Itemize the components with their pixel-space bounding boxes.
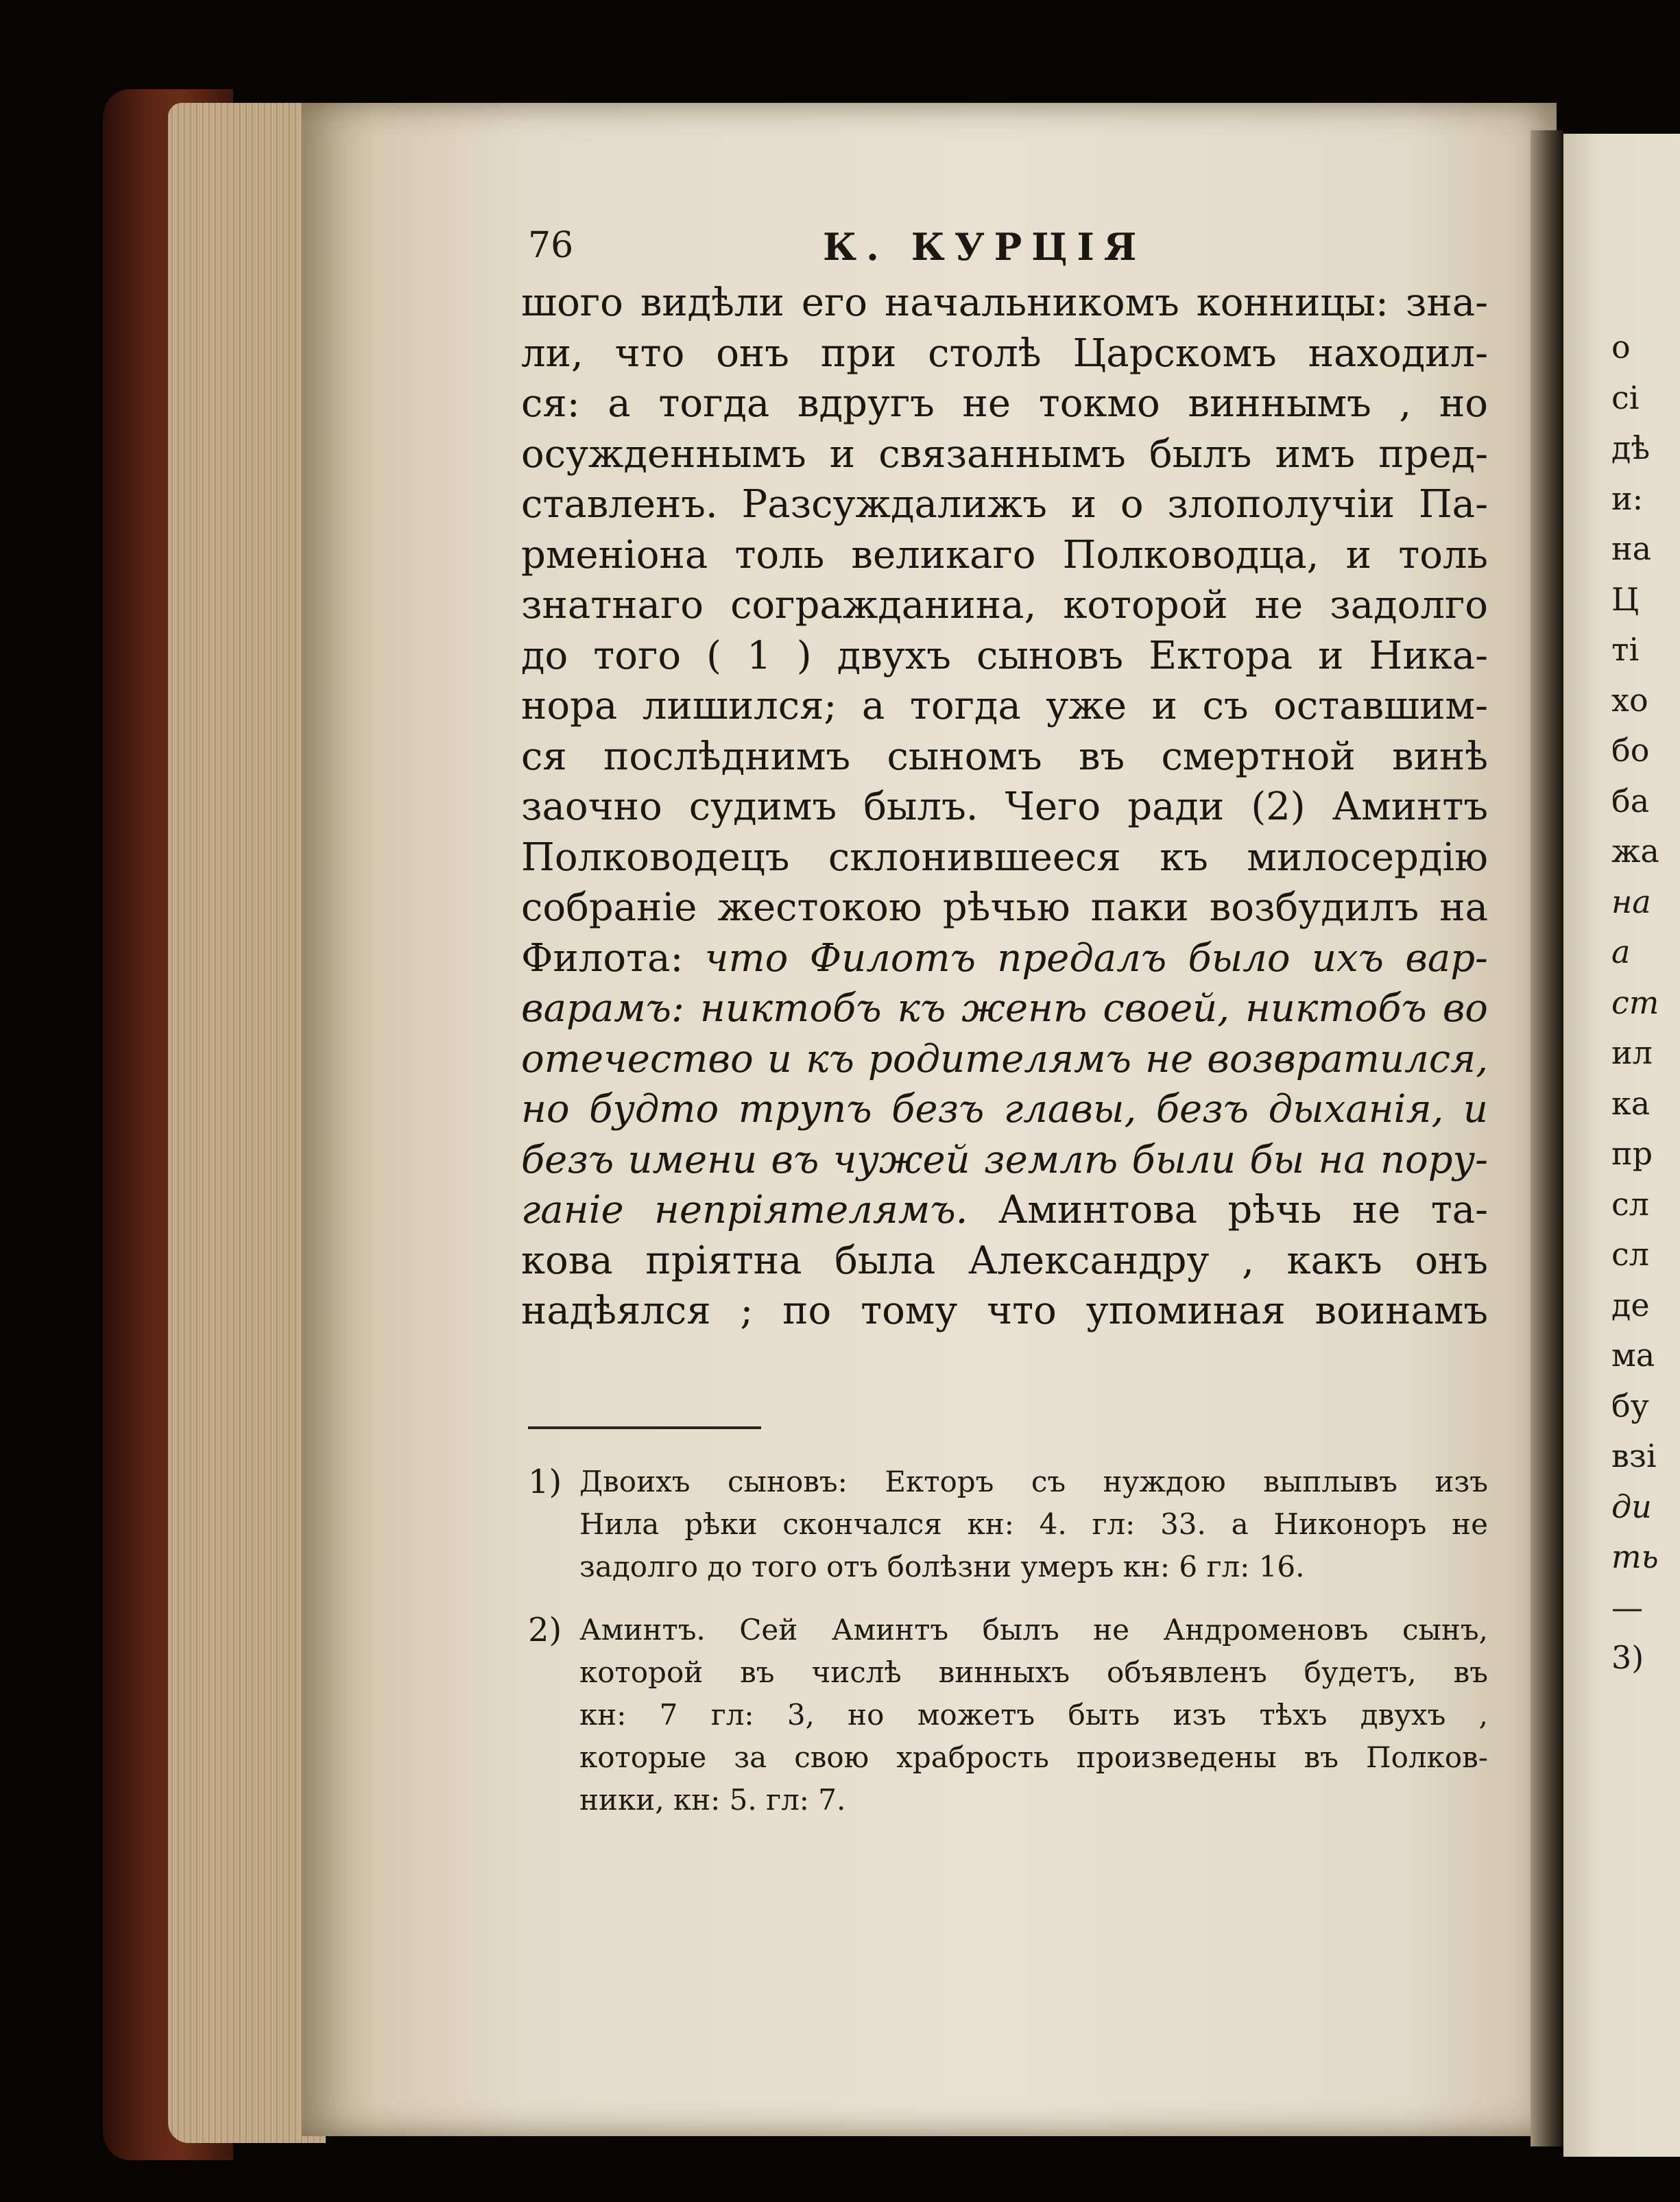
footnote-line: Нила рѣки скончался кн: 4. гл: 33. а Никонοръ не	[579, 1507, 1488, 1541]
text-line-mixed	[521, 933, 1488, 984]
fragment: дѣ	[1611, 429, 1651, 466]
footnote-body	[579, 1461, 1488, 1588]
text-plain-part: Аминтова рѣчь не та-	[968, 1188, 1488, 1232]
text-line-italic: но будто трупъ безъ главы, безъ дыханія, и	[521, 1087, 1488, 1132]
fragment: жа	[1611, 833, 1659, 870]
text-line: до того ( 1 ) двухъ сыновъ Ектора и Ника-	[521, 633, 1488, 678]
text-line-mixed	[521, 1185, 1488, 1236]
footnote-number: 2)	[528, 1611, 562, 1649]
text-line: нора лишился; а тогда уже и съ оставшим-	[521, 684, 1488, 728]
footnote-body	[579, 1609, 1488, 1821]
text-line: ли, что онъ при столѣ Царскомъ находил-	[521, 331, 1488, 376]
running-head	[528, 225, 1502, 280]
text-line: ставленъ. Разсуждалижъ и о злополучіи Па-	[521, 482, 1488, 527]
fragment: бо	[1611, 732, 1650, 769]
facing-page-text-fragments	[1611, 322, 1680, 1900]
footnote-line: которые за свою храбрость произведены въ Полков-	[579, 1740, 1488, 1774]
text-line: рменіона толь великаго Полководца, и толь	[521, 532, 1488, 577]
fragment: 3)	[1611, 1639, 1644, 1676]
running-title: К. КУРЦІЯ	[823, 225, 1147, 269]
fragment: сл	[1611, 1236, 1649, 1273]
fragment: сл	[1611, 1185, 1649, 1223]
fragment: ма	[1611, 1337, 1655, 1374]
fragment: пр	[1611, 1135, 1653, 1172]
page-number: 76	[528, 225, 574, 266]
text-line-italic: варамъ: никтобъ къ женѣ своей, никтобъ во	[521, 986, 1488, 1031]
fragment: взі	[1611, 1437, 1657, 1474]
text-line: собраніе жестокою рѣчью паки возбудилъ на	[521, 885, 1488, 930]
text-line-italic: отечество и къ родителямъ не возвратился,	[521, 1036, 1488, 1081]
text-line: знатнаго согражданина, которой не задолго	[521, 583, 1488, 627]
fragment: на	[1611, 530, 1652, 567]
text-italic-part: ганіе непріятелямъ.	[521, 1188, 968, 1232]
fragment: ил	[1611, 1034, 1653, 1071]
text-line: ся: а тогда вдругъ не токмо виннымъ , но	[521, 381, 1488, 426]
text-plain-part: Филота:	[521, 935, 705, 981]
fragment: де	[1611, 1286, 1650, 1324]
footnote-number: 1)	[528, 1463, 562, 1501]
footnote-line: задолго до того отъ болѣзни умеръ кн: 6 гл: 16.	[579, 1550, 1305, 1583]
fragment: ди	[1611, 1487, 1652, 1525]
text-line: Полководецъ склонившееся къ милосердію	[521, 835, 1488, 880]
fragment: и:	[1611, 479, 1644, 517]
fragment: ті	[1611, 631, 1640, 668]
footnotes	[528, 1461, 1488, 1842]
text-italic-part: что Филотъ предалъ было ихъ вар-	[704, 935, 1488, 981]
footnote-2	[528, 1609, 1488, 1821]
fragment: Ц	[1611, 580, 1640, 618]
fragment: на	[1611, 883, 1651, 920]
footnote-line: ники, кн: 5. гл: 7.	[579, 1783, 846, 1817]
fragment: а	[1611, 933, 1631, 970]
text-line: осужденнымъ и связаннымъ былъ имъ пред-	[521, 431, 1488, 477]
fragment: сі	[1611, 379, 1640, 416]
footnote-line: которой въ числѣ винныхъ объявленъ будетъ, въ	[579, 1655, 1488, 1689]
text-line: шого видѣли его начальникомъ конницы: зна-	[521, 280, 1488, 325]
fragment: —	[1611, 1588, 1643, 1626]
text-line: заочно судимъ былъ. Чего ради (2) Аминтъ	[521, 785, 1488, 829]
text-line: кова пріятна была Александру , какъ онъ	[521, 1238, 1488, 1283]
fragment: о	[1611, 328, 1631, 366]
footnote-line: Аминтъ. Сей Аминтъ былъ не Андроменовъ сынъ,	[579, 1613, 1488, 1647]
fragment: ба	[1611, 782, 1650, 819]
text-line-italic: безъ имени въ чужей землѣ были бы на пору-	[521, 1137, 1488, 1182]
footnote-line: Двоихъ сыновъ: Екторъ съ нуждою выплывъ изъ	[579, 1465, 1488, 1498]
text-line: ся послѣднимъ сыномъ въ смертной винѣ	[521, 734, 1488, 779]
fragment: бу	[1611, 1387, 1649, 1424]
fragment: ка	[1611, 1084, 1651, 1122]
book-gutter	[1531, 130, 1563, 2146]
footnote-line: кн: 7 гл: 3, но можетъ быть изъ тѣхъ двухъ ,	[579, 1698, 1488, 1732]
fragment: хо	[1611, 681, 1648, 719]
text-line: надѣялся ; по тому что упоминая воинамъ	[521, 1289, 1488, 1333]
fragment: ть	[1611, 1538, 1659, 1575]
footnote-rule	[528, 1426, 761, 1429]
main-text	[521, 278, 1488, 1337]
fragment: ст	[1611, 983, 1659, 1021]
footnote-1	[528, 1461, 1488, 1588]
